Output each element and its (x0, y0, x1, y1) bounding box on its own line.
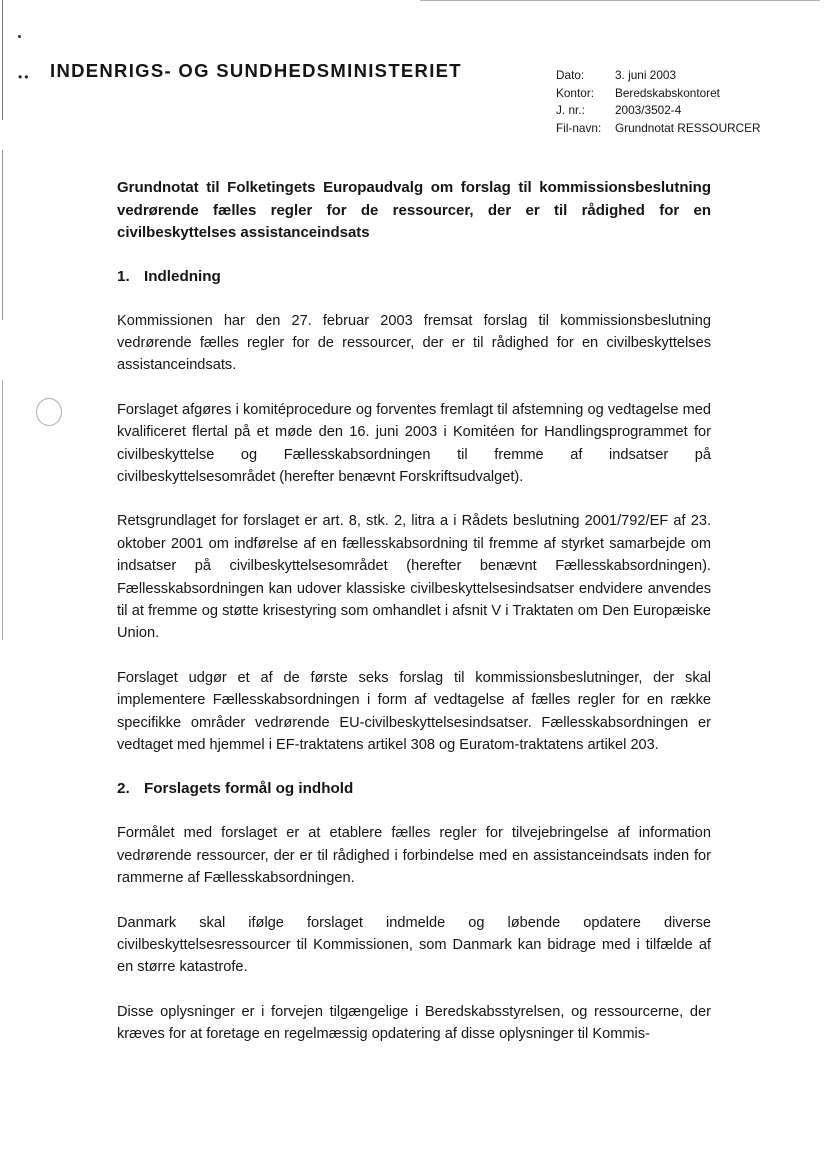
paragraph: Danmark skal ifølge forslaget indmelde og løbende opdatere diverse civilbeskyttelsesressourcer til Kommissionen, som Danmark kan bidrage med i tilfælde af en større katastrofe. (117, 914, 711, 976)
meta-label: Kontor: (556, 85, 595, 100)
punch-hole-mark (36, 398, 62, 426)
meta-label: Dato: (556, 68, 585, 82)
section-title: Indledning (144, 267, 221, 285)
section-heading-introduction (117, 266, 711, 288)
meta-label: J. nr.: (556, 103, 585, 117)
paragraph: Forslaget udgør et af de første seks forslag til kommissionsbeslutninger, der skal implementere Fællesskabsordningen i form af vedtagelse af fælles regler for en række specifikke områder vedrørende EU-civilbeskyttelsesindsatser. Fællesskabsordningen er vedtaget med hjemmel i EF-traktatens artikel 308 og Euratom-traktatens artikel 203. (117, 669, 711, 753)
header-dots-mark: •• (18, 70, 31, 84)
ministry-name: INDENRIGS- OG SUNDHEDSMINISTERIET (50, 60, 462, 81)
document-metadata (556, 67, 761, 137)
scan-edge-left (2, 0, 3, 1163)
scan-speck (18, 35, 21, 38)
meta-row-date (556, 67, 761, 85)
document-title: Grundnotat til Folketingets Europaudvalg om forslag til kommissionsbeslutning vedrørende fælles regler for de ressourcer, der er til rådighed for en civilbeskyttelses assistanceindsats (117, 179, 711, 241)
paragraph: Forslaget afgøres i komitéprocedure og forventes fremlagt til afstemning og vedtagelse med kvalificeret flertal på et møde den 16. juni 2003 i Komitéen for Handlingsprogrammet for civilbeskyttelse og Fællesskabsordningen til fremme af indsatser på civilbeskyttelsesområdet (herefter benævnt Forskriftsudvalget). (117, 401, 711, 485)
paragraph: Kommissionen har den 27. februar 2003 fremsat forslag til kommissionsbeslutning vedrørende fælles regler for de ressourcer, der er til rådighed for en civilbeskyttelses assistanceindsats. (117, 312, 711, 374)
meta-value: Grundnotat RESSOURCER (615, 120, 761, 135)
meta-label: Fil-navn: (556, 120, 602, 135)
paragraph: Retsgrundlaget for forslaget er art. 8, stk. 2, litra a i Rådets beslutning 2001/792/EF af 23. oktober 2001 om indførelse af en fællesskabsordning til fremme af styrket samarbejde om indsatser på civilbeskyttelsesområdet (herefter benævnt Fællesskabsordningen). Fællesskabsordningen kan udover klassiske civilbeskyttelsesindsatser endvidere anvendes til at fremme og støtte krisestyring som omhandlet i afsnit V i Traktaten om Den Europæiske Union. (117, 513, 711, 642)
section-number: 1. (117, 267, 130, 285)
paragraph: Disse oplysninger er i forvejen tilgængelige i Beredskabsstyrelsen, og ressourcerne, der kræves for at foretage en regelmæssig opdatering af disse oplysninger til Kommis- (117, 1003, 711, 1043)
meta-row-file-name (556, 120, 761, 138)
meta-value: 3. juni 2003 (615, 68, 677, 82)
document-body (117, 177, 711, 1068)
section-heading-purpose-content (117, 778, 711, 800)
meta-row-office (556, 85, 761, 103)
scan-edge-top (420, 0, 820, 1)
section-title: Forslagets formål og indhold (144, 780, 354, 798)
paragraph: Formålet med forslaget er at etablere fælles regler for tilvejebringelse af information vedrørende ressourcer, der er til rådighed i forbindelse med en assistanceindsats inden for rammerne af Fællesskabsordningen. (117, 825, 711, 887)
meta-row-journal-number (556, 102, 761, 120)
meta-value: Beredskabskontoret (615, 85, 720, 100)
meta-value: 2003/3502-4 (615, 103, 682, 117)
section-number: 2. (117, 780, 130, 798)
